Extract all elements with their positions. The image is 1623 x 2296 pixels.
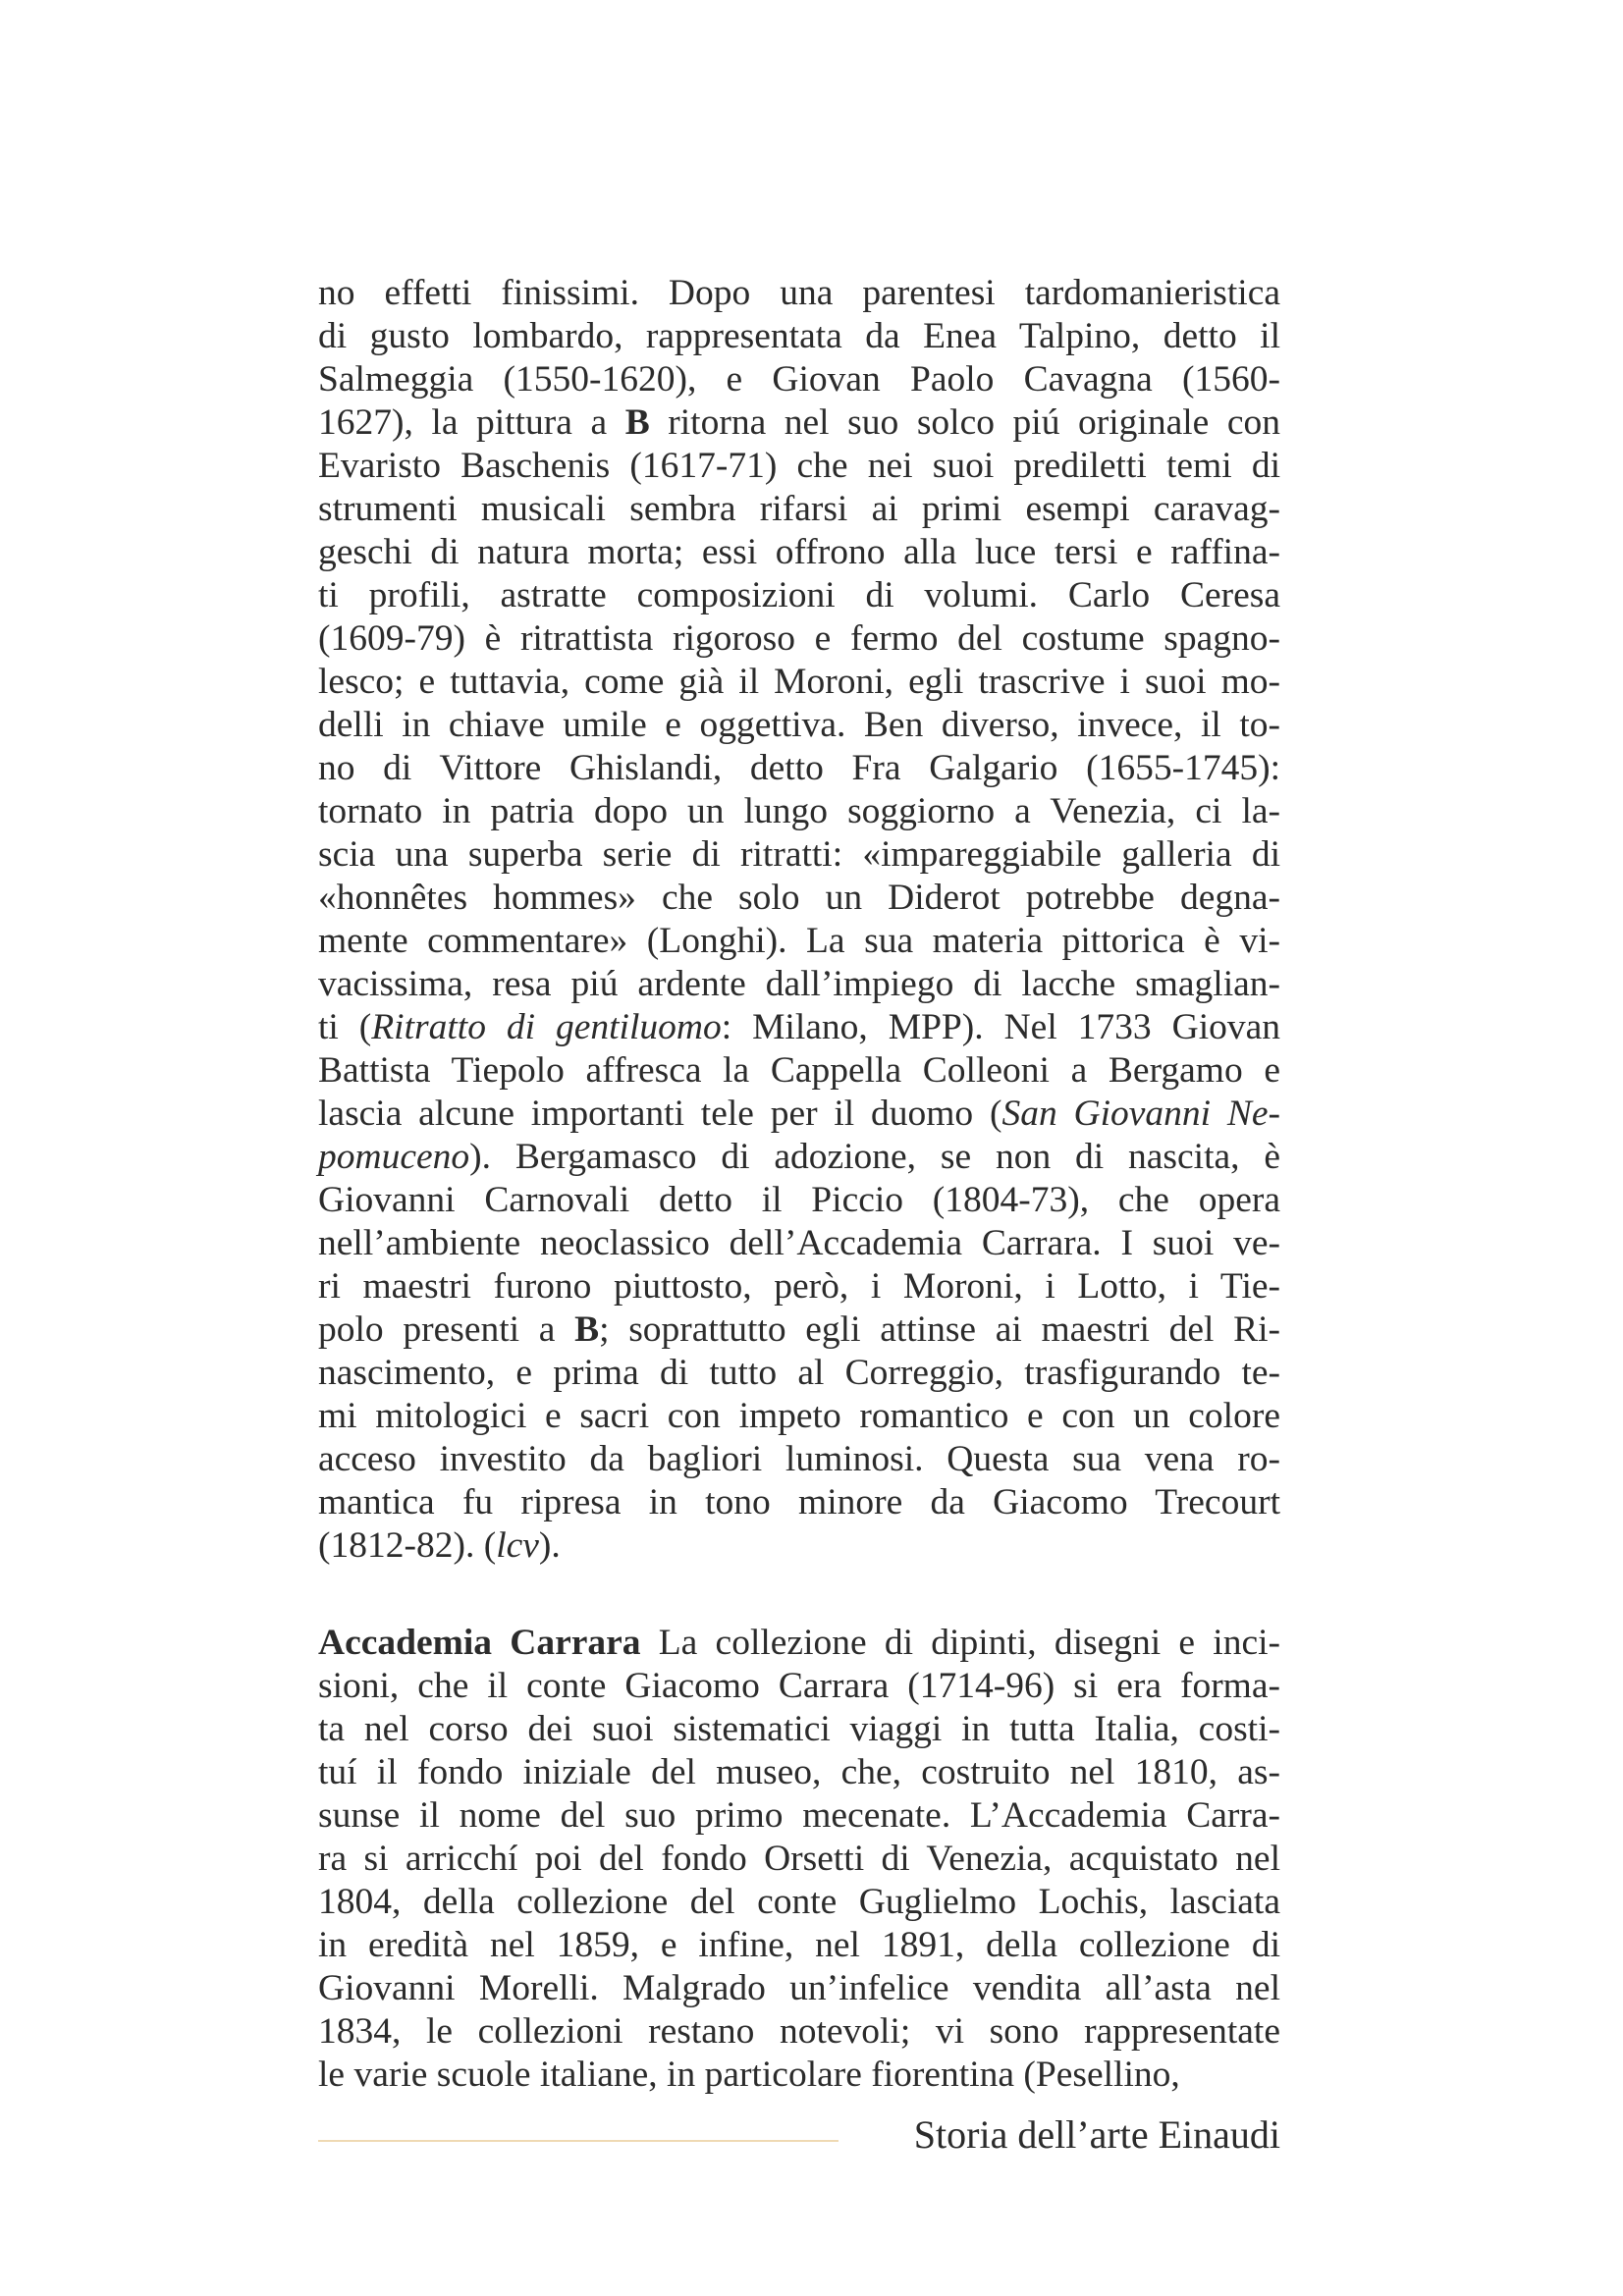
text-line xyxy=(318,1751,1280,1794)
text-run: ). Bergamasco di adozione, se non di nascita, è xyxy=(469,1137,1280,1177)
text-run: vacissima, resa piú ardente dall’impiego di lacche smaglian- xyxy=(318,964,1280,1004)
text-line xyxy=(318,272,1280,315)
text-run: ti profili, astratte composizioni di volumi. Carlo Ceresa xyxy=(318,575,1280,615)
text-run: sioni, che il conte Giacomo Carrara (1714-96) si era forma- xyxy=(318,1666,1280,1706)
text-line xyxy=(318,315,1280,358)
text-run: ). xyxy=(538,1525,561,1566)
bold-text: B xyxy=(574,1309,600,1350)
footer-publisher: Storia dell’arte Einaudi xyxy=(913,2112,1280,2157)
text-run: (1812-82). ( xyxy=(318,1525,497,1566)
text-run: mantica fu ripresa in tono minore da Giacomo Trecourt xyxy=(318,1482,1280,1522)
text-run: acceso investito da bagliori luminosi. Questa sua vena ro- xyxy=(318,1439,1280,1479)
text-line xyxy=(318,531,1280,574)
text-line xyxy=(318,833,1280,877)
text-run: 1627), la pittura a xyxy=(318,402,625,443)
text-run: no effetti finissimi. Dopo una parentesi tardomanieristica xyxy=(318,273,1280,313)
text-run: le varie scuole italiane, in particolare fiorentina (Pesellino, xyxy=(318,2055,1180,2095)
text-line xyxy=(318,1622,1280,1665)
text-line xyxy=(318,1438,1280,1481)
text-run: mi mitologici e sacri con impeto romantico e con un colore xyxy=(318,1396,1280,1436)
text-run: nascimento, e prima di tutto al Correggio, trasfigurando te- xyxy=(318,1353,1280,1393)
italic-text: pomuceno xyxy=(318,1137,470,1177)
text-run: mente commentare» (Longhi). La sua materia pittorica è vi- xyxy=(318,921,1280,961)
text-line xyxy=(318,747,1280,790)
text-run: : Milano, MPP). Nel 1733 Giovan xyxy=(721,1007,1281,1047)
text-run: «honnêtes hommes» che solo un Diderot potrebbe degna- xyxy=(318,878,1280,918)
text-run: Giovanni Morelli. Malgrado un’infelice vendita all’asta nel xyxy=(318,1968,1280,2008)
text-line xyxy=(318,1395,1280,1438)
text-run: La collezione di dipinti, disegni e inci- xyxy=(640,1623,1280,1663)
text-run: geschi di natura morta; essi offrono alla luce tersi e raffina- xyxy=(318,532,1280,572)
body-paragraph-art-history xyxy=(318,272,1280,1568)
text-line xyxy=(318,920,1280,963)
italic-text: Ritratto di gentiluomo xyxy=(371,1007,722,1047)
text-line xyxy=(318,1794,1280,1838)
text-line xyxy=(318,1665,1280,1708)
text-line xyxy=(318,445,1280,488)
text-line xyxy=(318,1352,1280,1395)
text-run: 1804, della collezione del conte Guglielmo Lochis, lasciata xyxy=(318,1882,1280,1922)
text-line xyxy=(318,1308,1280,1352)
text-run: tuí il fondo iniziale del museo, che, costruito nel 1810, as- xyxy=(318,1752,1280,1792)
text-line xyxy=(318,1093,1280,1136)
text-line xyxy=(318,1222,1280,1265)
text-line xyxy=(318,1708,1280,1751)
bold-text: Accademia Carrara xyxy=(318,1623,641,1663)
text-line xyxy=(318,1179,1280,1222)
text-line xyxy=(318,488,1280,531)
text-run: ta nel corso dei suoi sistematici viaggi in tutta Italia, costi- xyxy=(318,1709,1280,1749)
text-line xyxy=(318,963,1280,1006)
text-run: ritorna nel suo solco piú originale con xyxy=(649,402,1280,443)
text-line xyxy=(318,1881,1280,1924)
text-run: Giovanni Carnovali detto il Piccio (1804-73), che opera xyxy=(318,1180,1280,1220)
text-run: ; soprattutto egli attinse ai maestri del Ri- xyxy=(599,1309,1280,1350)
text-run: in eredità nel 1859, e infine, nel 1891, della collezione di xyxy=(318,1925,1280,1965)
footer-rule xyxy=(318,2140,839,2142)
text-line xyxy=(318,1481,1280,1524)
text-line xyxy=(318,401,1280,445)
text-line xyxy=(318,704,1280,747)
italic-text: lcv xyxy=(496,1525,539,1566)
text-line xyxy=(318,1006,1280,1049)
text-run: 1834, le collezioni restano notevoli; vi sono rappresentate xyxy=(318,2011,1280,2052)
text-line xyxy=(318,2010,1280,2054)
text-run: ri maestri furono piuttosto, però, i Moroni, i Lotto, i Tie- xyxy=(318,1266,1280,1307)
text-line xyxy=(318,1265,1280,1308)
text-run: scia una superba serie di ritratti: «impareggiabile galleria di xyxy=(318,834,1280,875)
text-line xyxy=(318,1924,1280,1967)
bold-text: B xyxy=(624,402,650,443)
text-line xyxy=(318,1049,1280,1093)
text-line xyxy=(318,358,1280,401)
text-line xyxy=(318,2054,1280,2097)
text-run: delli in chiave umile e oggettiva. Ben diverso, invece, il to- xyxy=(318,705,1280,745)
text-line xyxy=(318,617,1280,661)
text-run: ra si arricchí poi del fondo Orsetti di Venezia, acquistato nel xyxy=(318,1839,1280,1879)
text-line xyxy=(318,574,1280,617)
text-line xyxy=(318,1524,1280,1568)
text-run: sunse il nome del suo primo mecenate. L’Accademia Carra- xyxy=(318,1795,1280,1836)
text-line xyxy=(318,1136,1280,1179)
text-line xyxy=(318,661,1280,704)
text-line xyxy=(318,877,1280,920)
text-line xyxy=(318,1838,1280,1881)
text-run: nell’ambiente neoclassico dell’Accademia Carrara. I suoi ve- xyxy=(318,1223,1280,1263)
text-line xyxy=(318,1967,1280,2010)
italic-text: San Giovanni Ne- xyxy=(1001,1094,1280,1134)
text-run: Evaristo Baschenis (1617-71) che nei suoi prediletti temi di xyxy=(318,446,1280,486)
text-run: tornato in patria dopo un lungo soggiorno a Venezia, ci la- xyxy=(318,791,1280,831)
text-line xyxy=(318,790,1280,833)
text-run: lascia alcune importanti tele per il duomo ( xyxy=(318,1094,1002,1134)
text-run: polo presenti a xyxy=(318,1309,575,1350)
text-run: (1609-79) è ritrattista rigoroso e fermo del costume spagno- xyxy=(318,618,1280,659)
text-run: strumenti musicali sembra rifarsi ai primi esempi caravag- xyxy=(318,489,1280,529)
text-run: no di Vittore Ghislandi, detto Fra Galgario (1655-1745): xyxy=(318,748,1280,788)
body-paragraph-accademia-carrara xyxy=(318,1622,1280,2097)
text-run: Battista Tiepolo affresca la Cappella Colleoni a Bergamo e xyxy=(318,1050,1280,1091)
text-run: di gusto lombardo, rappresentata da Enea Talpino, detto il xyxy=(318,316,1280,356)
text-run: Salmeggia (1550-1620), e Giovan Paolo Cavagna (1560- xyxy=(318,359,1280,400)
text-run: ti ( xyxy=(318,1007,372,1047)
text-run: lesco; e tuttavia, come già il Moroni, egli trascrive i suoi mo- xyxy=(318,662,1280,702)
